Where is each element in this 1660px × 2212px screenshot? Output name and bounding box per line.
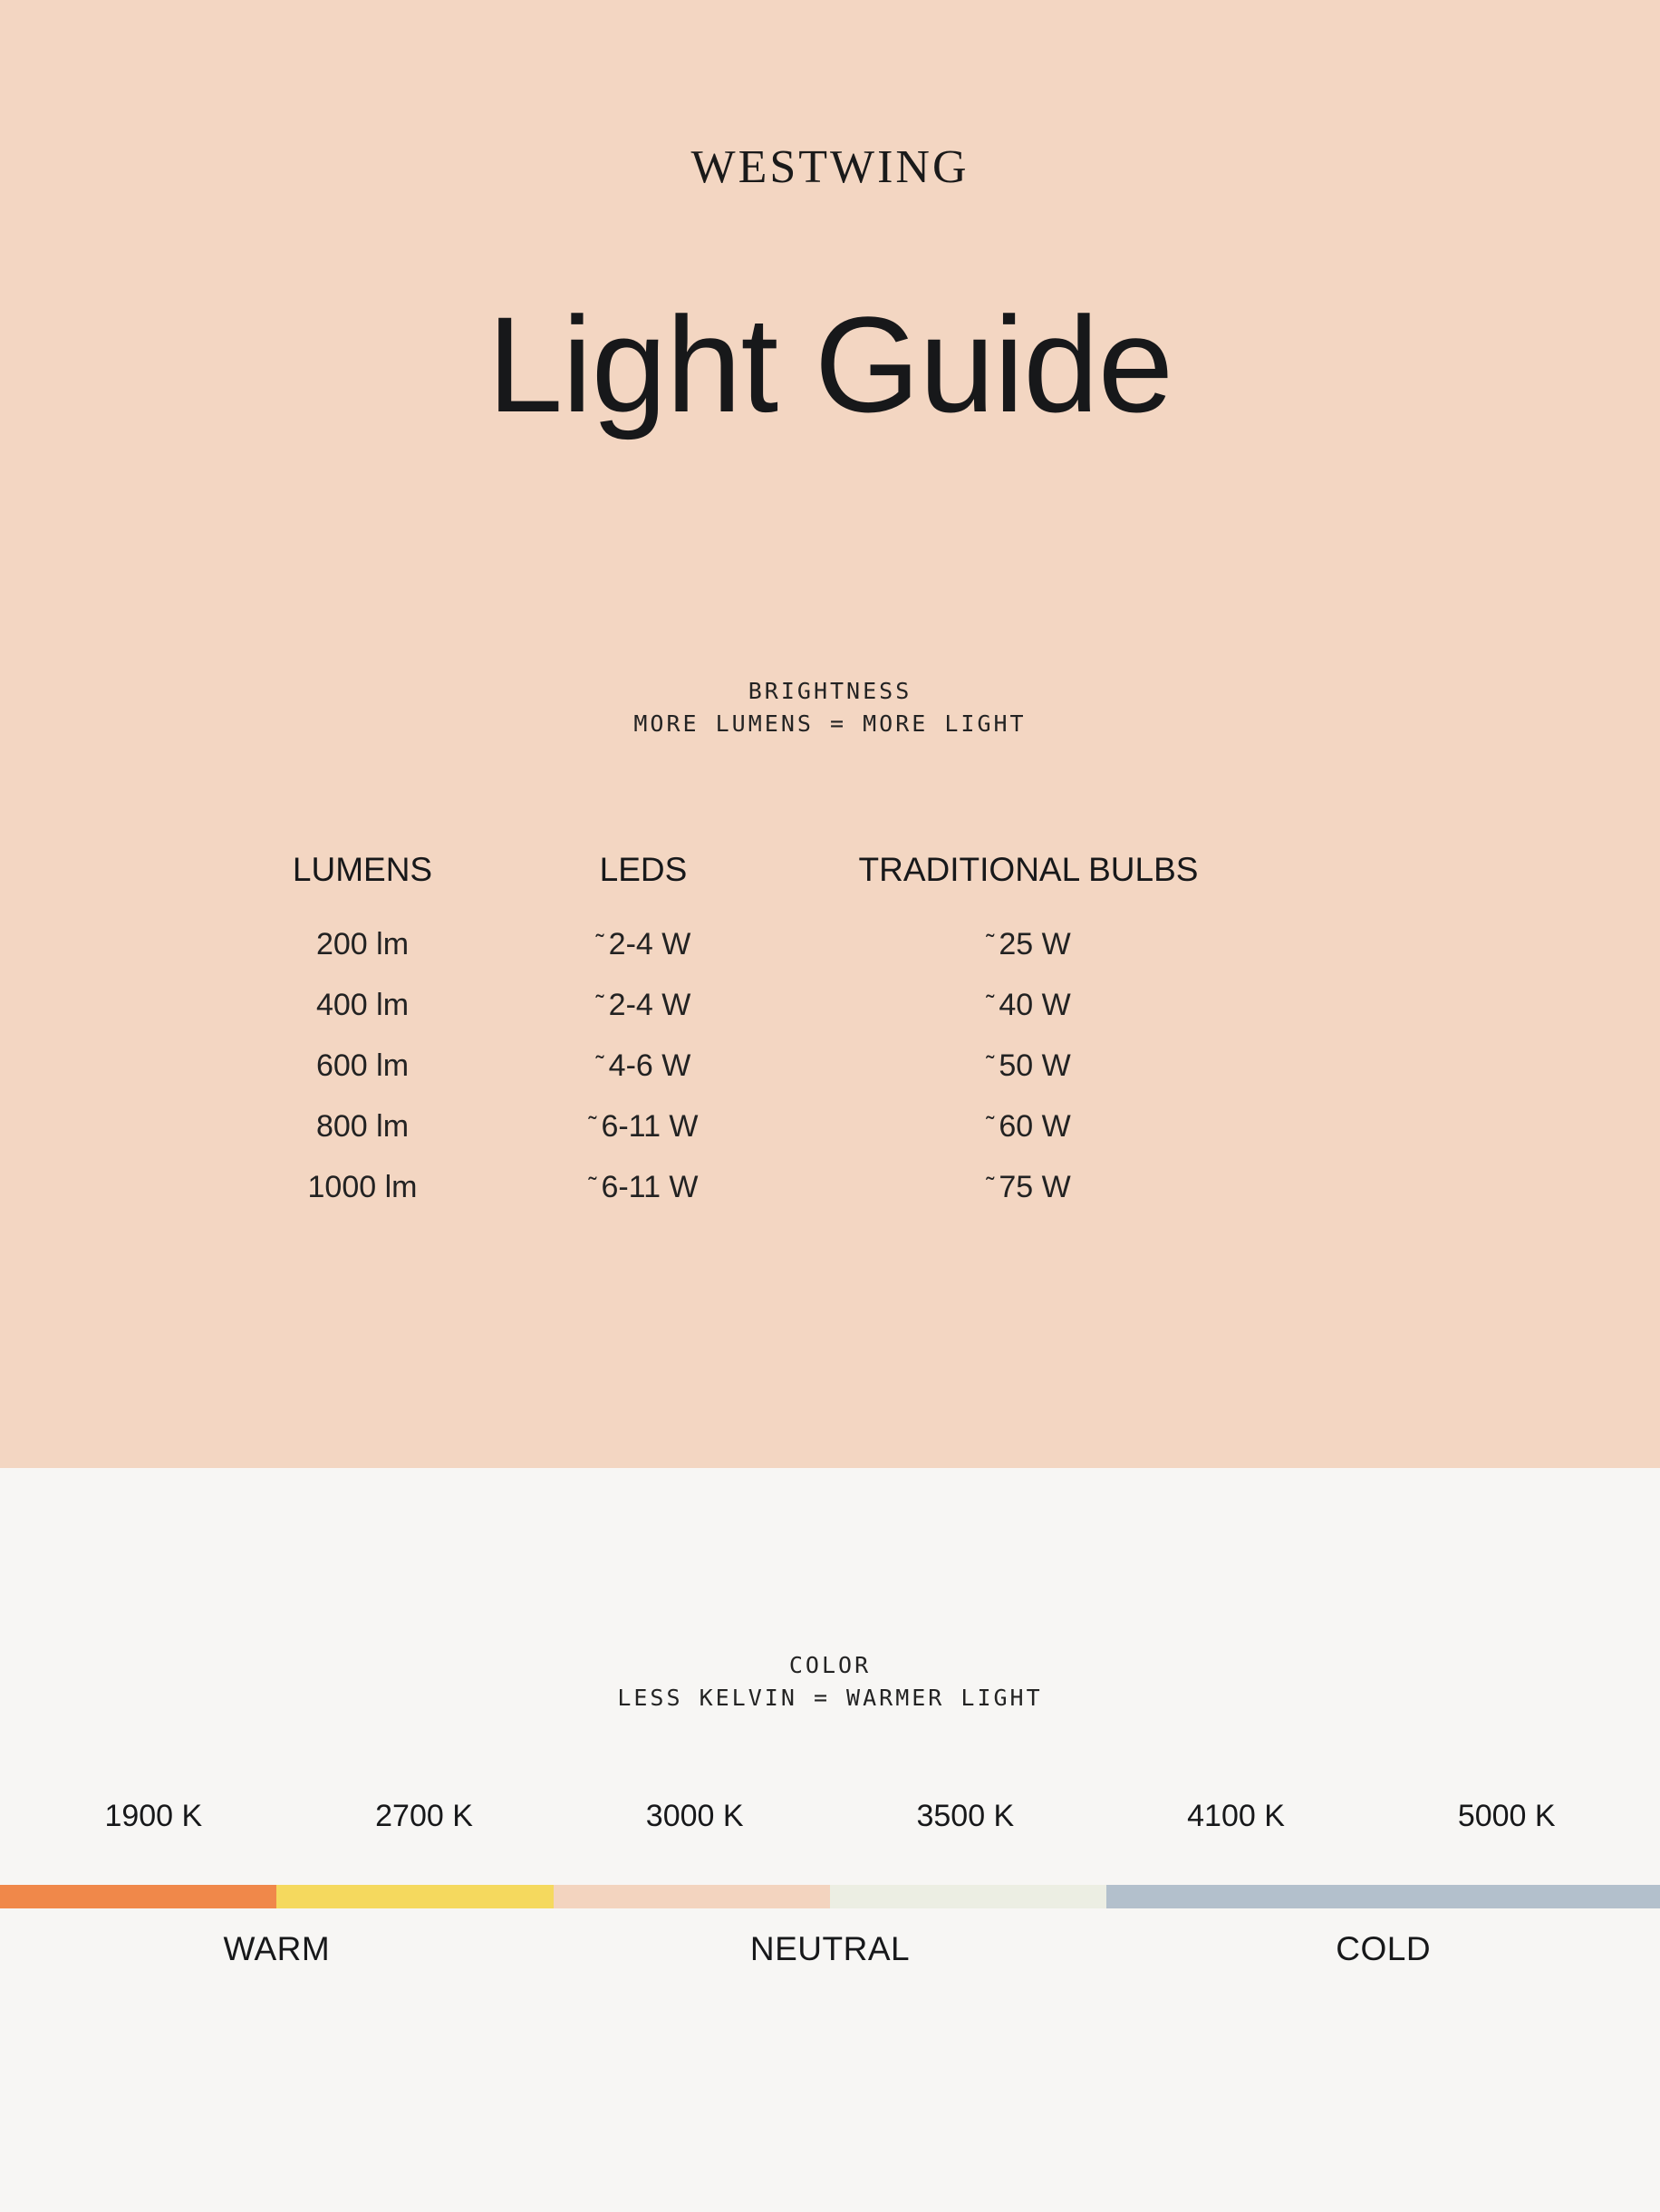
approx-symbol: ˜	[986, 930, 995, 957]
kelvin-label: 3500 K	[916, 1799, 1015, 1833]
table-row	[222, 1036, 1400, 1096]
table-row	[222, 975, 1400, 1036]
brand-logo: WESTWING	[690, 141, 970, 193]
approx-symbol: ˜	[986, 1051, 995, 1078]
kelvin-label-row	[18, 1799, 1642, 1834]
cell-leds-value: 4-6 W	[608, 1048, 691, 1083]
cell-leds	[503, 1157, 784, 1218]
column-header-traditional-bulbs: TRADITIONAL BULBS	[858, 851, 1199, 888]
color-swatch-5000k	[1384, 1885, 1660, 1908]
brightness-caption-line2: MORE LUMENS = MORE LIGHT	[633, 710, 1027, 738]
cell-leds	[503, 914, 784, 975]
cell-lumens: 400 lm	[315, 988, 410, 1022]
cell-traditional	[784, 914, 1273, 975]
column-header-lumens: LUMENS	[292, 851, 433, 888]
cell-leds	[503, 1036, 784, 1096]
cell-traditional-value: 50 W	[999, 1048, 1071, 1083]
column-header-leds: LEDS	[599, 851, 688, 888]
table-row	[222, 1157, 1400, 1218]
color-caption	[0, 1649, 1660, 1715]
approx-symbol: ˜	[986, 1112, 995, 1139]
temperature-label-warm: WARM	[223, 1930, 331, 1967]
cell-leds-value: 6-11 W	[601, 1109, 699, 1144]
cell-leds	[503, 1096, 784, 1157]
cell-leds	[503, 975, 784, 1036]
approx-symbol: ˜	[588, 1112, 597, 1139]
approx-symbol: ˜	[595, 930, 604, 957]
cell-lumens: 800 lm	[315, 1109, 410, 1144]
color-swatch-2700k	[276, 1885, 553, 1908]
color-section	[0, 1468, 1660, 2212]
cell-traditional	[784, 1036, 1273, 1096]
cell-lumens: 200 lm	[315, 927, 410, 961]
color-caption-line2: LESS KELVIN = WARMER LIGHT	[617, 1685, 1043, 1712]
approx-symbol: ˜	[588, 1173, 597, 1200]
kelvin-label: 3000 K	[645, 1799, 744, 1833]
color-swatch-1900k	[0, 1885, 276, 1908]
approx-symbol: ˜	[595, 1051, 604, 1078]
brightness-table	[222, 838, 1400, 1218]
kelvin-label: 2700 K	[375, 1799, 473, 1833]
cell-traditional-value: 25 W	[999, 927, 1071, 961]
cell-leds-value: 2-4 W	[608, 988, 691, 1022]
table-row	[222, 1096, 1400, 1157]
cell-traditional	[784, 975, 1273, 1036]
temperature-label-cold: COLD	[1336, 1930, 1432, 1967]
approx-symbol: ˜	[986, 1173, 995, 1200]
page-title: Light Guide	[487, 288, 1173, 440]
cell-traditional	[784, 1096, 1273, 1157]
brightness-caption-line1: BRIGHTNESS	[748, 678, 912, 704]
temperature-label-neutral: NEUTRAL	[749, 1930, 911, 1967]
brightness-caption	[0, 675, 1660, 741]
kelvin-label: 5000 K	[1457, 1799, 1556, 1833]
cell-lumens: 600 lm	[315, 1048, 410, 1083]
table-row	[222, 914, 1400, 975]
color-swatch-3000k	[554, 1885, 830, 1908]
color-swatch-3500k	[830, 1885, 1106, 1908]
cell-leds-value: 6-11 W	[601, 1170, 699, 1204]
temperature-label-row	[0, 1930, 1660, 1968]
approx-symbol: ˜	[986, 990, 995, 1018]
cell-traditional-value: 40 W	[999, 988, 1071, 1022]
color-caption-line1: COLOR	[788, 1652, 872, 1678]
cell-traditional-value: 75 W	[999, 1170, 1071, 1204]
approx-symbol: ˜	[595, 990, 604, 1018]
kelvin-label: 1900 K	[104, 1799, 203, 1833]
cell-traditional-value: 60 W	[999, 1109, 1071, 1144]
color-swatch-4100k	[1106, 1885, 1383, 1908]
cell-lumens: 1000 lm	[307, 1170, 418, 1204]
color-temperature-bar	[0, 1885, 1660, 1908]
table-header-row	[222, 838, 1400, 914]
cell-traditional	[784, 1157, 1273, 1218]
cell-leds-value: 2-4 W	[608, 927, 691, 961]
kelvin-label: 4100 K	[1187, 1799, 1285, 1833]
